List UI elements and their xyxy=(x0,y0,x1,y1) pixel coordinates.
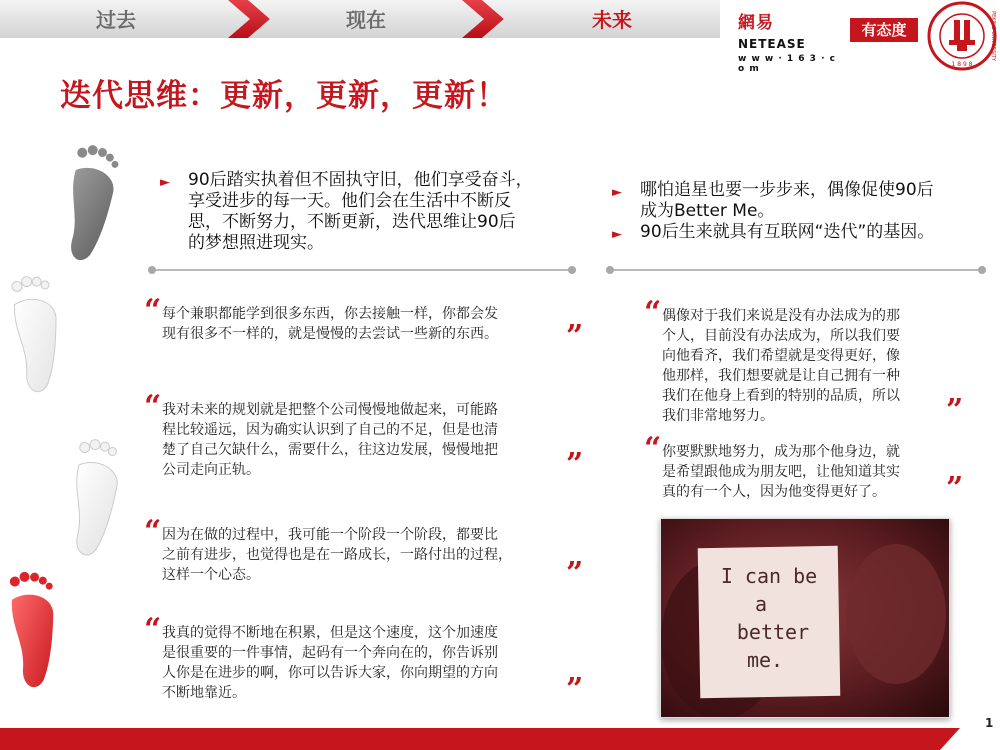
quote-block xyxy=(144,612,584,707)
top-navigation xyxy=(0,0,720,38)
open-quote-icon: “ xyxy=(644,295,662,330)
open-quote-icon: “ xyxy=(144,514,162,549)
quote-line: 之前有进步，也觉得也是在一路成长，一路付出的过程， xyxy=(162,547,512,563)
bullet-line: 享受进步的每一天。他们会在生活中不断反 xyxy=(188,191,511,211)
bullet-line: 的梦想照进现实。 xyxy=(188,233,324,253)
quote-line: 偶像对于我们来说是没有办法成为的那 xyxy=(662,308,900,324)
close-quote-icon: ” xyxy=(566,556,584,591)
quote-line: 他那样，我们想要就是让自己拥有一种 xyxy=(662,368,900,384)
quote-line: 是希望跟他成为朋友吧，让他知道其实 xyxy=(662,464,900,480)
quote-line: 楚了自己欠缺什么，需要什么，往这边发展，慢慢地把 xyxy=(162,442,498,458)
bullet-line: 哪怕追星也要一步步来，偶像促使90后 xyxy=(640,180,934,200)
quote-line: 我真的觉得不断地在积累，但是这个速度，这个加速度 xyxy=(162,625,498,641)
quote-line: 是很重要的一件事情，起码有一个奔向在的，你告诉别 xyxy=(162,645,498,661)
bullet-line: 90后生来就具有互联网“迭代”的基因。 xyxy=(640,222,935,242)
quote-block xyxy=(644,295,964,428)
quote-line: 我对未来的规划就是把整个公司慢慢地做起来，可能路 xyxy=(162,402,498,418)
close-quote-icon: ” xyxy=(566,447,584,482)
bullet-arrow-icon: ► xyxy=(612,227,622,242)
right-divider xyxy=(610,269,982,271)
quote-line: 程比较遥远，因为确实认识到了自己的不足，但是也清 xyxy=(162,422,498,438)
netease-logo-en: NETEASE xyxy=(738,37,806,51)
bullet-item xyxy=(160,170,590,254)
left-divider xyxy=(152,269,572,271)
quote-line: 因为在做的过程中，我可能一个阶段一个阶段，都要比 xyxy=(162,527,498,543)
open-quote-icon: “ xyxy=(644,431,662,466)
quote-line: 现有很多不一样的，就是慢慢的去尝试一些新的东西。 xyxy=(162,326,498,342)
quote-line: 这样一个心态。 xyxy=(162,567,260,583)
bullet-arrow-icon: ► xyxy=(160,175,170,190)
quote-line: 个人，目前没有办法成为，所以我们要 xyxy=(662,328,900,344)
quote-line: 每个兼职都能学到很多东西，你去接触一样，你都会发 xyxy=(162,306,498,322)
better-me-photo xyxy=(660,518,950,718)
youtaidu-logo: 有态度 xyxy=(850,18,918,42)
close-quote-icon: ” xyxy=(946,471,964,506)
bullet-arrow-icon: ► xyxy=(612,185,622,200)
bullet-line: 成为Better Me。 xyxy=(640,201,775,221)
close-quote-icon: ” xyxy=(566,319,584,354)
open-quote-icon: “ xyxy=(144,389,162,424)
nav-tab-past[interactable]: 过去 xyxy=(96,8,136,32)
quote-line: 人你是在进步的啊，你可以告诉大家，你向期望的方向 xyxy=(162,665,498,681)
footprints-decoration-icon xyxy=(0,140,140,740)
close-quote-icon: ” xyxy=(946,393,964,428)
bullet-line: 90后踏实执着但不固执守旧，他们享受奋斗， xyxy=(188,170,533,190)
quote-line: 我们在他身上看到的特别的品质，所以 xyxy=(662,388,900,404)
open-quote-icon: “ xyxy=(144,612,162,647)
photo-note-line: better xyxy=(736,620,810,644)
bullet-item xyxy=(612,222,997,245)
netease-logo xyxy=(738,8,846,74)
quote-block xyxy=(644,431,964,506)
peking-university-seal-icon xyxy=(924,0,1000,72)
nav-tab-present[interactable]: 现在 xyxy=(346,8,386,32)
quote-line: 真的有一个人，因为他变得更好了。 xyxy=(662,484,886,500)
page-title: 迭代思维：更新，更新，更新！ xyxy=(60,78,508,114)
photo-note-line: I can be xyxy=(720,564,818,588)
open-quote-icon: “ xyxy=(144,293,162,328)
quote-block xyxy=(144,389,584,482)
photo-note-line: me. xyxy=(746,648,784,672)
netease-logo-cn: 網易 xyxy=(738,13,774,33)
nav-tab-future[interactable]: 未来 xyxy=(592,8,632,32)
page-number: 1 xyxy=(985,716,994,730)
left-bullet-list xyxy=(160,170,590,254)
bullet-line: 思，不断努力，不断更新，迭代思维让90后 xyxy=(188,212,516,232)
quote-block xyxy=(144,293,584,354)
quote-line: 我们非常地努力。 xyxy=(662,408,774,424)
quote-line: 向他看齐，我们希望就是变得更好，像 xyxy=(662,348,900,364)
seal-year: 1 8 9 8 xyxy=(951,61,973,68)
netease-url: w w w · 1 6 3 · c o m xyxy=(738,54,836,74)
quote-line: 不断地靠近。 xyxy=(162,685,246,701)
right-bullet-list xyxy=(612,180,997,245)
quote-block xyxy=(144,514,584,591)
seal-text: PEKING UNIVERSITY xyxy=(990,11,996,61)
quote-line: 公司走向正轨。 xyxy=(162,462,260,478)
bottom-bar xyxy=(0,728,1000,750)
close-quote-icon: ” xyxy=(566,672,584,707)
bullet-item xyxy=(612,180,997,222)
photo-note-line: a xyxy=(754,592,768,616)
quote-line: 你要默默地努力，成为那个他身边，就 xyxy=(662,444,900,460)
